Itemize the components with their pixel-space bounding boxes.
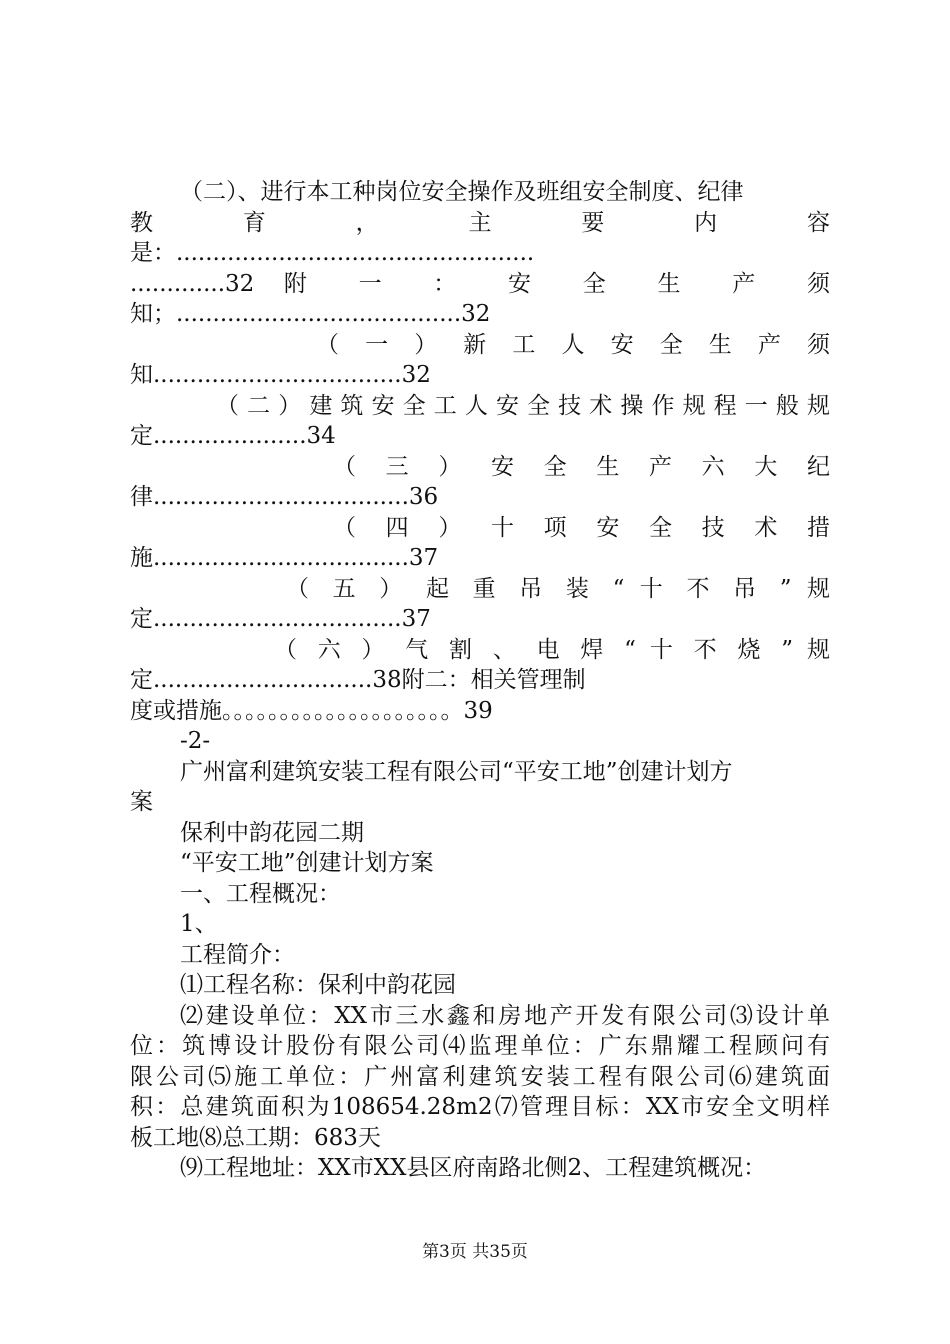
text-line: （二）、进行本工种岗位安全操作及班组安全制度、纪律	[180, 179, 744, 205]
toc-entry: （ 六 ） 气 割 、 电 焊 “ 十 不 烧 ” 规	[274, 637, 830, 663]
subtitle: 保利中韵花园二期	[180, 820, 364, 846]
text-line: 施...................................37	[130, 545, 439, 571]
text-line: 定..............................38附二：相关管理制	[130, 667, 586, 693]
page-footer: 第3页 共35页	[422, 1242, 528, 1262]
toc-entry: （ 三 ） 安 全 生 产 六 大 纪	[333, 454, 830, 480]
text-line: 度或措施。。。。。。。。。。。。。。。。。。。。39	[130, 698, 493, 724]
text-line: 教 育 ， 主 要 内 容	[130, 210, 830, 236]
section-heading: 一、工程概况：	[180, 881, 341, 907]
text-line: ⑵建设单位：XX市三水鑫和房地产开发有限公司⑶设计单	[180, 1003, 830, 1029]
text-line: 1、	[180, 911, 218, 937]
text-line: ⑼工程地址：XX市XX县区府南路北侧2、工程建筑概况：	[180, 1155, 767, 1181]
page-marker: -2-	[180, 728, 211, 754]
toc-entry: （ 五 ） 起 重 吊 装 “ 十 不 吊 ” 规	[286, 576, 830, 602]
text-line: 是：.................................................	[130, 240, 535, 266]
toc-entry: （ 一 ） 新 工 人 安 全 生 产 须	[316, 332, 830, 358]
text-line: 案	[130, 789, 153, 815]
text-line: 定.....................34	[130, 423, 336, 449]
text-line: 限公司⑸施工单位：广州富利建筑安装工程有限公司⑹建筑面	[130, 1064, 830, 1090]
text-line: 知；.......................................32	[130, 301, 491, 327]
toc-entry: （ 四 ） 十 项 安 全 技 术 措	[333, 515, 830, 541]
text-line: 位：筑博设计股份有限公司⑷监理单位：广东鼎耀工程顾问有	[130, 1033, 830, 1059]
text-line: 工程简介：	[180, 942, 295, 968]
text-line: 知..................................32	[130, 362, 431, 388]
text-line: 定..................................37	[130, 606, 431, 632]
text-line: ⑴工程名称：保利中韵花园	[180, 972, 456, 998]
text-line: .............32 附 一 ： 安 全 生 产 须	[130, 271, 830, 297]
heading: 广州富利建筑安装工程有限公司“平安工地”创建计划方	[180, 759, 733, 785]
text-line: 板工地⑻总工期：683天	[130, 1125, 381, 1151]
subtitle: “平安工地”创建计划方案	[180, 850, 434, 876]
text-line: 律...................................36	[130, 484, 439, 510]
toc-entry: （二）建筑安全工人安全技术操作规程一般规	[216, 393, 830, 419]
text-line: 积：总建筑面积为108654.28m2⑺管理目标：XX市安全文明样	[130, 1094, 830, 1120]
